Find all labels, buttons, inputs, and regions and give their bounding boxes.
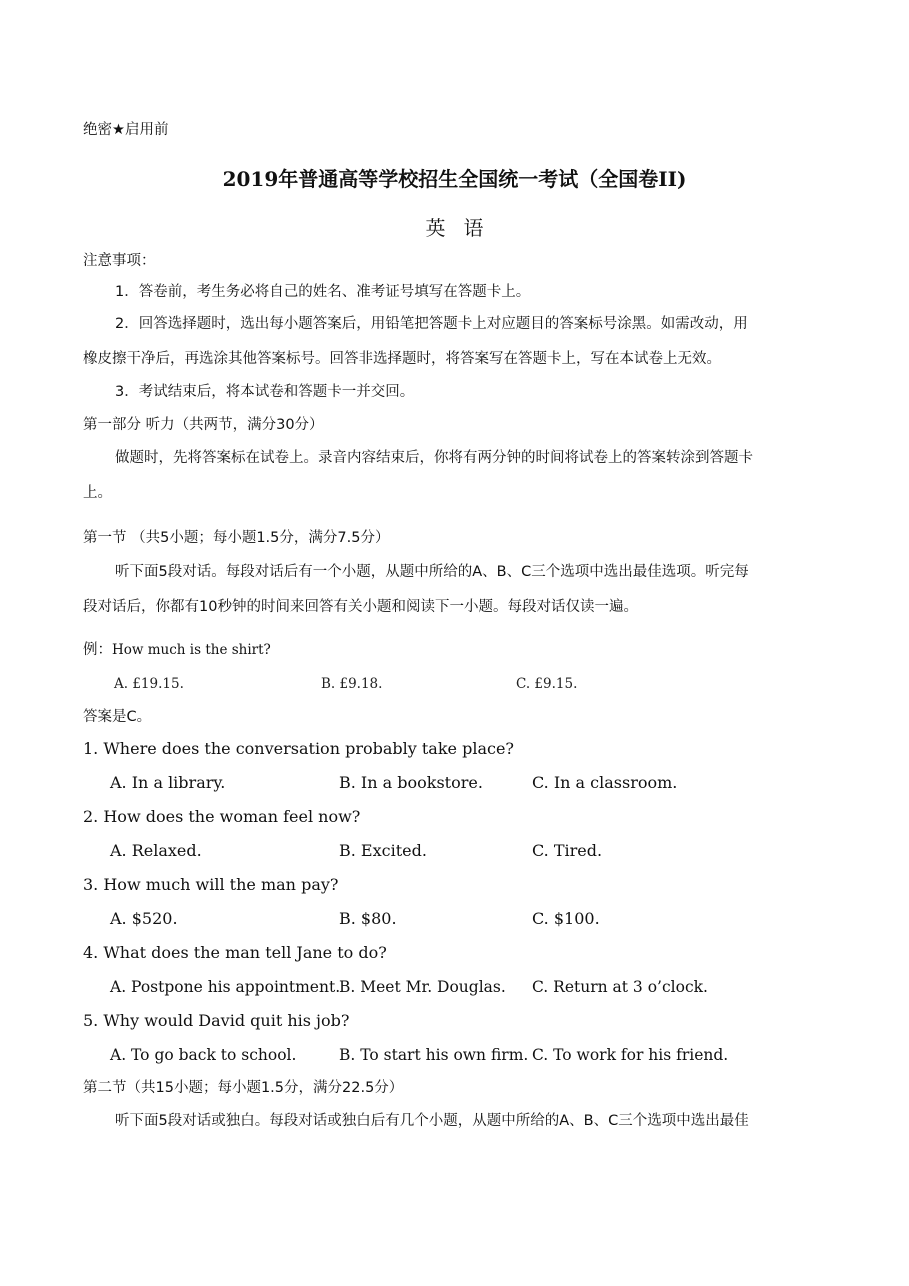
question-5-option-b: B. To start his own firm. bbox=[339, 1046, 529, 1064]
notice-item-2-line-2: 橡皮擦干净后，再选涂其他答案标号。回答非选择题时，将答案写在答题卡上，写在本试卷上无效。 bbox=[83, 351, 721, 367]
question-1-option-b: B. In a bookstore. bbox=[339, 773, 483, 792]
question-3-option-c: C. $100. bbox=[532, 909, 600, 928]
example-line bbox=[83, 640, 271, 660]
question-5-option-c: C. To work for his friend. bbox=[532, 1046, 729, 1064]
question-5-option-a: A. To go back to school. bbox=[110, 1046, 297, 1064]
section1-instruction-line-1: 听下面5段对话。每段对话后有一个小题，从题中所给的A、B、C三个选项中选出最佳选项。听完每 bbox=[115, 564, 749, 580]
section1-instruction-line-2: 段对话后，你都有10秒钟的时间来回答有关小题和阅读下一小题。每段对话仅读一遍。 bbox=[83, 599, 638, 615]
question-1-option-a: A. In a library. bbox=[110, 773, 226, 792]
question-2-option-b: B. Excited. bbox=[339, 841, 427, 860]
notice-heading: 注意事项： bbox=[83, 253, 156, 269]
question-4-option-a: A. Postpone his appointment. bbox=[110, 978, 341, 996]
example-option-c: C. £9.15. bbox=[516, 676, 578, 692]
notice-item-1: 1．答卷前，考生务必将自己的姓名、准考证号填写在答题卡上。 bbox=[115, 284, 531, 300]
example-question: How much is the shirt? bbox=[112, 642, 271, 658]
example-option-a: A. £19.15. bbox=[114, 676, 184, 692]
question-4-option-c: C. Return at 3 o’clock. bbox=[532, 978, 708, 996]
secret-label: 绝密★启用前 bbox=[83, 122, 169, 138]
question-1: 1. Where does the conversation probably take place? bbox=[83, 739, 514, 758]
question-5: 5. Why would David quit his job? bbox=[83, 1011, 350, 1030]
notice-item-2-line-1: 2．回答选择题时，选出每小题答案后，用铅笔把答题卡上对应题目的答案标号涂黑。如需改动，用 bbox=[115, 316, 748, 332]
section1-heading: 第一节 （共5小题；每小题1.5分，满分7.5分） bbox=[83, 530, 390, 546]
section2-instruction-line-1: 听下面5段对话或独白。每段对话或独白后有几个小题，从题中所给的A、B、C三个选项中选出最佳 bbox=[115, 1113, 749, 1129]
example-answer: 答案是C。 bbox=[83, 709, 152, 725]
section2-heading: 第二节（共15小题；每小题1.5分，满分22.5分） bbox=[83, 1080, 404, 1096]
part1-instruction-line-1: 做题时，先将答案标在试卷上。录音内容结束后，你将有两分钟的时间将试卷上的答案转涂到答题卡 bbox=[115, 450, 753, 466]
question-3-option-a: A. $520. bbox=[110, 909, 178, 928]
part1-heading: 第一部分 听力（共两节，满分30分） bbox=[83, 417, 324, 433]
example-label: 例： bbox=[83, 642, 112, 658]
question-4-option-b: B. Meet Mr. Douglas. bbox=[339, 978, 506, 996]
question-3-option-b: B. $80. bbox=[339, 909, 397, 928]
notice-item-3: 3．考试结束后，将本试卷和答题卡一并交回。 bbox=[115, 384, 415, 400]
question-2: 2. How does the woman feel now? bbox=[83, 807, 361, 826]
question-2-option-c: C. Tired. bbox=[532, 841, 603, 860]
question-1-option-c: C. In a classroom. bbox=[532, 773, 678, 792]
question-4: 4. What does the man tell Jane to do? bbox=[83, 943, 387, 962]
part1-instruction-line-2: 上。 bbox=[83, 485, 112, 501]
question-3: 3. How much will the man pay? bbox=[83, 875, 339, 894]
example-option-b: B. £9.18. bbox=[321, 676, 383, 692]
subject-title: 英语 bbox=[425, 216, 502, 240]
question-2-option-a: A. Relaxed. bbox=[110, 841, 202, 860]
exam-title: 2019年普通高等学校招生全国统一考试（全国卷II) bbox=[222, 167, 687, 191]
